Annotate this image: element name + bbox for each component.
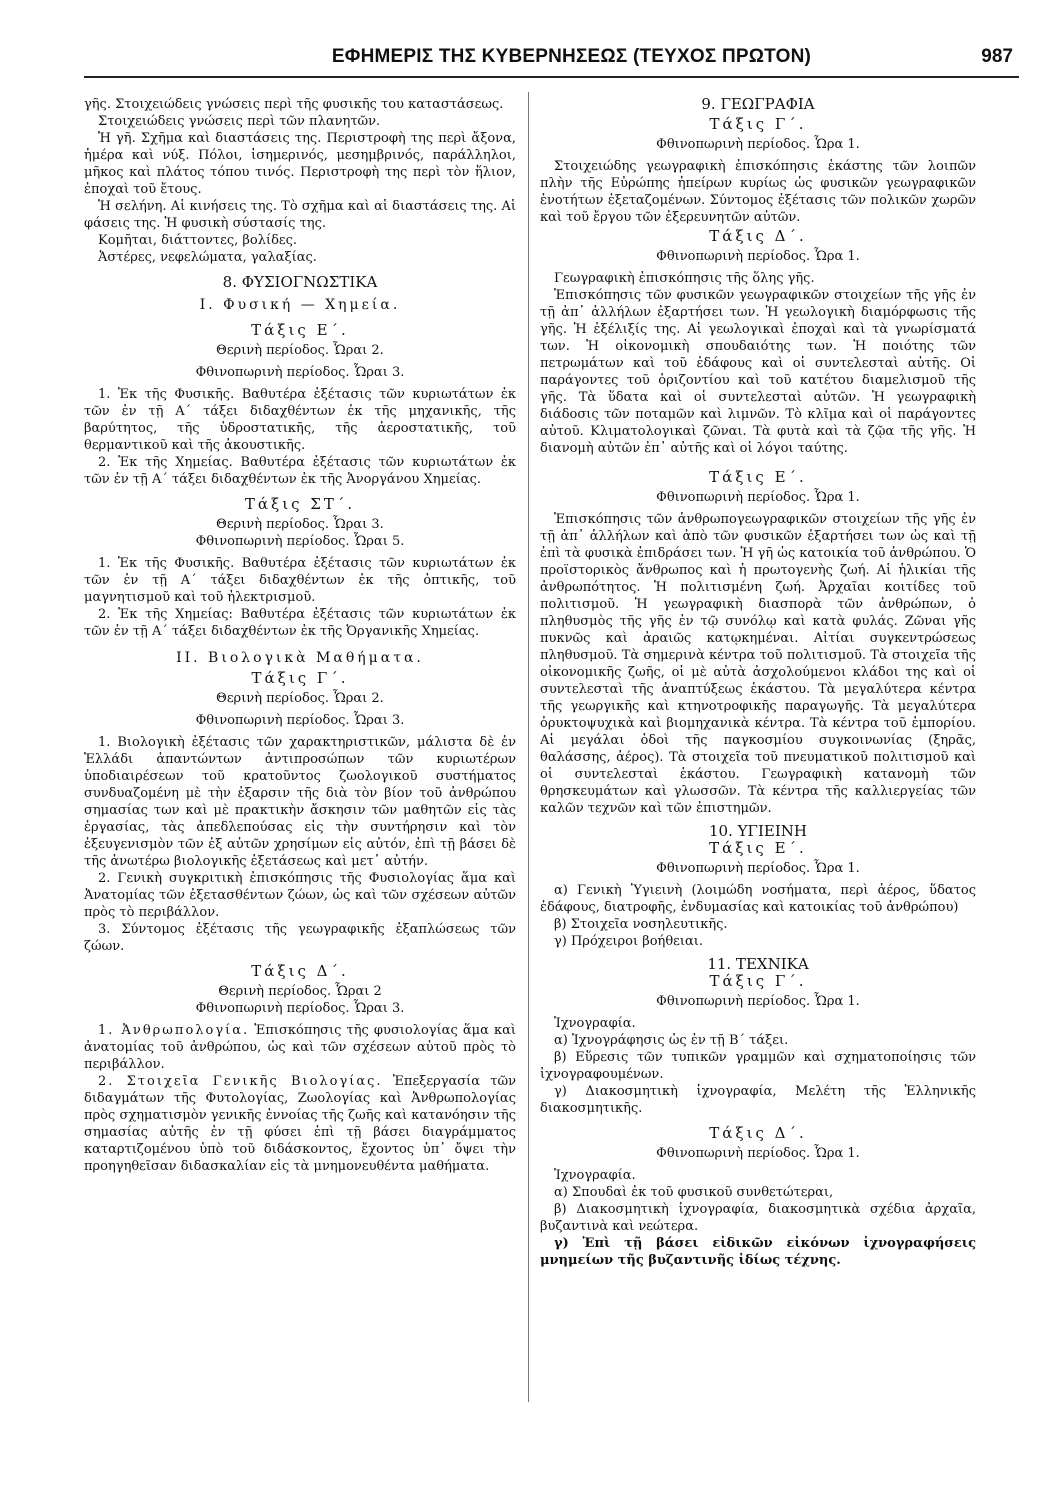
class-heading: Τάξις Γ΄.	[709, 115, 807, 133]
period-line: Θερινὴ περίοδος. Ὧραι 2.	[216, 691, 384, 706]
right-column	[540, 96, 976, 1269]
period-line: Φθινοπωρινὴ περίοδος. Ὧρα 1.	[656, 994, 860, 1009]
paragraph: Στοιχειώδης γεωγραφικὴ ἐπισκόπησις ἑκάστης τῶν λοιπῶν πλὴν τῆς Εὐρώπης ἠπείρων κυρίως ὡς φυσικῶν γεωγραφικῶν ἑνοτήτων ἐξεταζομένων. Σύντομος ἐξέτασις τῶν πολικῶν χωρῶν καὶ τοῦ ἔργου τῶν ἐξερευνητῶν αὐτῶν.	[540, 159, 976, 225]
period-line: Φθινοπωρινὴ περίοδος. Ὧρα 1.	[656, 861, 860, 876]
list-item: β) Διακοσμητικὴ ἰχνογραφία, διακοσμητικὰ σχέδια ἀρχαῖα, βυζαντινὰ καὶ νεώτερα.	[540, 1202, 976, 1234]
list-item: γ) Πρόχειροι βοήθειαι.	[554, 934, 703, 949]
paragraph-heading: 2. Στοιχεῖα Γενικῆς Βιολογίας.	[98, 1074, 383, 1089]
section-title: 11. ΤΕΧΝΙΚΑ	[707, 955, 809, 973]
paragraph: Ἰχνογραφία.	[554, 1016, 636, 1031]
class-heading: Τάξις Ε΄.	[709, 839, 807, 857]
paragraph: Ἡ σελήνη. Αἱ κινήσεις της. Τὸ σχῆμα καὶ αἱ διαστάσεις της. Αἱ φάσεις της. Ἡ φυσικὴ σύστασίς της.	[84, 199, 516, 231]
period-line: Φθινοπωρινὴ περίοδος. Ὧραι 5.	[195, 534, 405, 549]
gazette-title: ΕΦΗΜΕΡΙΣ ΤΗΣ ΚΥΒΕΡΝΗΣΕΩΣ (ΤΕΥΧΟΣ ΠΡΩΤΟΝ)	[331, 46, 812, 67]
paragraph: 1. Ἐκ τῆς Φυσικῆς. Βαθυτέρα ἐξέτασις τῶν κυριωτάτων ἐκ τῶν ἐν τῇ Α΄ τάξει διδαχθέντων ἐκ τῆς ὀπτικῆς, τοῦ μαγνητισμοῦ καὶ τοῦ ἠλεκτρισμοῦ.	[84, 556, 516, 605]
section-title: 8. ΦΥΣΙΟΓΝΩΣΤΙΚΑ	[222, 273, 378, 291]
period-line: Φθινοπωρινὴ περίοδος. Ὧρα 1.	[656, 490, 860, 505]
period-line: Θερινὴ περίοδος. Ὧραι 3.	[216, 517, 384, 532]
left-column	[84, 96, 516, 1175]
paragraph	[84, 1073, 516, 1175]
list-item: γ) Ἐπὶ τῇ βάσει εἰδικῶν εἰκόνων ἰχνογραφήσεις μνημείων τῆς βυζαντινῆς ἰδίως τέχνης.	[540, 1236, 976, 1268]
paragraph: 3. Σύντομος ἐξέτασις τῆς γεωγραφικῆς ἐξαπλώσεως τῶν ζώων.	[84, 922, 516, 954]
subsection-title: ΙΙ. Βιολογικὰ Μαθήματα.	[176, 650, 424, 666]
paragraph: Ἐπισκόπησις τῶν ἀνθρωπογεωγραφικῶν στοιχείων τῆς γῆς ἐν τῇ ἀπ᾽ ἀλλήλων καὶ ἀπὸ τῶν φυσικῶν ἐξαρτήσει των ὡς καὶ τῇ ἐπὶ τὰ φυσικὰ ἐπιδράσει των. Ἡ γῆ ὡς κατοικία τοῦ ἀνθρώπου. Ὁ προϊστορικὸς ἄνθρωπος καὶ ἡ πρωτογενὴς ζωή. Αἱ ἡλικίαι τῆς ἀνθρωπότητος. Ἡ πολιτισμένη ζωή. Ἀρχαῖαι κοιτίδες τοῦ πολιτισμοῦ. Ἡ γεωγραφικὴ διασπορὰ τῶν ἀνθρώπων, ὁ πληθυσμὸς τῆς γῆς ἐν τῷ συνόλῳ καὶ κατὰ φυλάς. Ζῶναι γῆς πυκνῶς καὶ ἀραιῶς κατῳκημέναι. Αἰτίαι συγκεντρώσεως πληθυσμοῦ. Τὰ σημερινὰ κέντρα τοῦ πολιτισμοῦ. Τὰ στοιχεῖα τῆς οἰκονομικῆς ζωῆς, οἱ μὲ αὐτὰ ἀσχολούμενοι κλάδοι της καὶ οἱ συντελεσταὶ τῆς ἀναπτύξεως ἑκάστου. Τὰ μεγαλύτερα κέντρα τῆς γεωργικῆς καὶ κτηνοτροφικῆς παραγωγῆς. Τὰ μεγαλύτερα ὀρυκτοψυχικὰ καὶ βιομηχανικὰ κέντρα. Τὰ κέντρα τοῦ ἐμπορίου. Αἱ μεγάλαι ὁδοὶ τῆς παγκοσμίου συγκοινωνίας (ξηρᾶς, θαλάσσης, ἀέρος). Τὰ στοιχεῖα τοῦ πνευματικοῦ πολιτισμοῦ καὶ οἱ συντελεσταὶ ἑκάστου. Γεωγραφικὴ κατανομὴ τῶν θρησκευμάτων καὶ γλωσσῶν. Τὰ κέντρα τῆς καλλιεργείας τῶν καλῶν τεχνῶν καὶ τῶν ἐπιστημῶν.	[540, 512, 976, 816]
period-line: Φθινοπωρινὴ περίοδος. Ὧρα 1.	[656, 249, 860, 264]
list-item: α) Γενικὴ Ὑγιεινὴ (λοιμώδη νοσήματα, περὶ ἀέρος, ὕδατος ἐδάφους, διατροφῆς, ἐνδυμασίας καὶ κατοικίας τοῦ ἀνθρώπου)	[540, 883, 976, 915]
paragraph: 1. Βιολογικὴ ἐξέτασις τῶν χαρακτηριστικῶν, μάλιστα δὲ ἐν Ἑλλάδι ἀπαντώντων ἀντιπροσώπων τῶν κυριωτέρων ὑποδιαιρέσεων τοῦ κρατοῦντος ζωολογικοῦ συστήματος συνδυαζομένη μὲ τὴν ἐξαρσιν τῆς διὰ τὸν βίον τοῦ ἀνθρώπου σημασίας των καὶ μὲ πρακτικὴν ἄσκησιν τῶν μαθητῶν εἰς τὰς ἐργασίας, τὰς ἀπεδλεπούσας εἰς τὴν συντήρησιν καὶ τὸν ἐξευγενισμὸν τῶν ἐξ αὐτῶν χρησίμων εἰς αὐτόν, ἐπὶ τῇ βάσει δὲ τῆς ἀνωτέρω βιολογικῆς ἐξετάσεως καὶ μετ᾽ αὐτήν.	[84, 735, 516, 869]
class-heading: Τάξις Ε΄.	[709, 468, 807, 486]
period-line: Θερινὴ περίοδος. Ὧραι 2	[218, 984, 382, 999]
period-line: Φθινοπωρινὴ περίοδος. Ὧραι 3.	[195, 1001, 405, 1016]
section-title: 10. ΥΓΙΕΙΝΗ	[709, 822, 807, 840]
paragraph	[84, 1022, 516, 1073]
class-heading: Τάξις Γ΄.	[251, 669, 349, 687]
paragraph-body: Ἐπισκόπησις τῆς φυσιολογίας ἅμα καὶ ἀνατομίας τοῦ ἀνθρώπου, ὡς καὶ τῶν σχέσεων αὐτοῦ πρὸς τὸ περιβάλλον.	[84, 1023, 516, 1072]
paragraph-body: Ἐπεξεργασία τῶν διδαγμάτων τῆς Φυτολογίας, Ζωολογίας καὶ Ἀνθρωπολογίας πρὸς σχηματισμὸν γενικῆς ἐννοίας τῆς ζωῆς καὶ κατανόησιν τῆς σημασίας αὐτῆς ἐν τῇ φύσει ἐπὶ τῇ βάσει διαγράμματος καταρτιζομένου ὑπὸ τοῦ διδάσκοντος, ἔχοντος ὑπ᾽ ὄψει τὴν προηγηθεῖσαν διδασκαλίαν εἰς τὰ μνημονευθέντα μαθήματα.	[84, 1074, 516, 1174]
class-heading: Τάξις Ε΄.	[251, 321, 349, 339]
paragraph: Ἀστέρες, νεφελώματα, γαλαξίας.	[98, 250, 317, 265]
list-item: γ) Διακοσμητικὴ ἰχνογραφία, Μελέτη τῆς Ἑλληνικῆς διακοσμητικῆς.	[540, 1084, 976, 1116]
list-item: α) Σπουδαὶ ἐκ τοῦ φυσικοῦ συνθετώτεραι,	[554, 1185, 834, 1200]
paragraph-heading: 1. Ἀνθρωπολογία.	[98, 1023, 250, 1038]
list-item: β) Εὕρεσις τῶν τυπικῶν γραμμῶν καὶ σχηματοποίησις τῶν ἰχνογραφουμένων.	[540, 1050, 976, 1082]
paragraph: 2. Ἐκ τῆς Χημείας: Βαθυτέρα ἐξέτασις τῶν κυριωτάτων ἐκ τῶν ἐν τῇ Α΄ τάξει διδαχθέντων ἐκ τῆς Ὀργανικῆς Χημείας.	[84, 607, 516, 639]
period-line: Φθινοπωρινὴ περίοδος. Ὧραι 3.	[195, 365, 405, 380]
period-line: Φθινοπωρινὴ περίοδος. Ὧρα 1.	[656, 137, 860, 152]
paragraph: Ἡ γῆ. Σχῆμα καὶ διαστάσεις της. Περιστροφὴ της περὶ ἄξονα, ἡμέρα καὶ νύξ. Πόλοι, ἰσημερινός, μεσημβρινός, παράλληλοι, μῆκος καὶ πλάτος τόπου τινός. Περιστροφὴ της περὶ τὸν ἥλιον, ἐποχαὶ τοῦ ἔτους.	[84, 131, 516, 197]
class-heading: Τάξις Γ΄.	[709, 972, 807, 990]
column-divider	[528, 92, 529, 1402]
paragraph: Στοιχειώδεις γνώσεις περὶ τῶν πλανητῶν.	[98, 114, 381, 129]
paragraph: Ἐπισκόπησις τῶν φυσικῶν γεωγραφικῶν στοιχείων τῆς γῆς ἐν τῇ ἀπ᾽ ἀλλήλων ἐξαρτήσει των. Ἡ γεωλογικὴ διαμόρφωσις τῆς γῆς. Ἡ ἐξέλιξίς της. Αἱ γεωλογικαὶ ἐποχαὶ καὶ τὰ γνωρίσματά των. Ἡ οἰκονομικὴ σπουδαιότης των. Ἡ ποιότης τῶν πετρωμάτων καὶ τοῦ ἐδάφους καὶ οἱ συντελεσταὶ αὐτῆς. Οἱ παράγοντες τοῦ ὁριζοντίου καὶ τοῦ κατέτου διαμελισμοῦ τῆς γῆς. Τὰ ὕδατα καὶ οἱ συντελεσταὶ αὐτῶν. Ἡ γεωγραφικὴ διάδοσις τῶν ποταμῶν καὶ λιμνῶν. Τὸ κλῖμα καὶ οἱ παράγοντες αὐτοῦ. Κλιματολογικαὶ ζῶναι. Τὰ φυτὰ καὶ τὰ ζῷα τῆς γῆς. Ἡ διανομὴ αὐτῶν ἐπ᾽ αὐτῆς καὶ οἱ λόγοι ταύτης.	[540, 288, 976, 456]
list-item: β) Στοιχεῖα νοσηλευτικῆς.	[554, 917, 728, 932]
page-header	[84, 44, 1019, 78]
class-heading: Τάξις Δ΄.	[251, 962, 349, 980]
class-heading: Τάξις ΣΤ΄.	[244, 495, 356, 513]
list-item: α) Ἰχνογράφησις ὡς ἐν τῇ Β΄ τάξει.	[554, 1033, 789, 1048]
paragraph: Ἰχνογραφία.	[554, 1168, 636, 1183]
paragraph: 1. Ἐκ τῆς Φυσικῆς. Βαθυτέρα ἐξέτασις τῶν κυριωτάτων ἐκ τῶν ἐν τῇ Α΄ τάξει διδαχθέντων ἐκ τῆς μηχανικῆς, τῆς βαρύτητος, τῆς ὑδροστατικῆς, τῆς ἀεροστατικῆς, τοῦ θερμαντικοῦ καὶ τῆς ἀκουστικῆς.	[84, 387, 516, 453]
paragraph: 2. Ἐκ τῆς Χημείας. Βαθυτέρα ἐξέτασις τῶν κυριωτάτων ἐκ τῶν ἐν τῇ Α΄ τάξει διδαχθέντων ἐκ τῆς Ἀνοργάνου Χημείας.	[84, 455, 516, 487]
paragraph: Γεωγραφικὴ ἐπισκόπησις τῆς ὅλης γῆς.	[554, 271, 815, 286]
subsection-title: Ι. Φυσική — Χημεία.	[199, 297, 401, 313]
period-line: Φθινοπωρινὴ περίοδος. Ὧραι 3.	[195, 713, 405, 728]
paragraph: 2. Γενικὴ συγκριτικὴ ἐπισκόπησις τῆς Φυσιολογίας ἅμα καὶ Ἀνατομίας τῶν ἐξετασθέντων ζώων, ὡς καὶ τῶν σχέσεων αὐτῶν πρὸς τὸ περιβάλλον.	[84, 871, 516, 920]
section-title: 9. ΓΕΩΓΡΑΦΙΑ	[701, 95, 815, 113]
paragraph: Κομῆται, διάττοντες, βολίδες.	[98, 233, 298, 248]
period-line: Θερινὴ περίοδος. Ὧραι 2.	[216, 343, 384, 358]
page-number: 987	[981, 46, 1013, 67]
class-heading: Τάξις Δ΄.	[709, 1124, 807, 1142]
class-heading: Τάξις Δ΄.	[709, 227, 807, 245]
paragraph: γῆς. Στοιχειώδεις γνώσεις περὶ τῆς φυσικῆς του καταστάσεως.	[84, 97, 504, 112]
period-line: Φθινοπωρινὴ περίοδος. Ὧρα 1.	[656, 1146, 860, 1161]
